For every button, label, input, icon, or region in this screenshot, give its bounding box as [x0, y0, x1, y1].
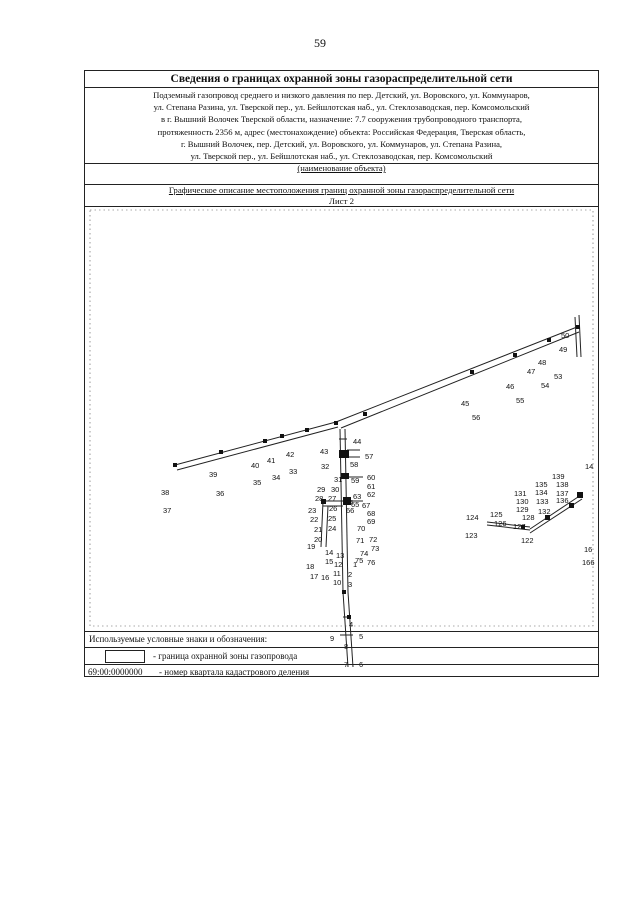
point-label: 131 — [514, 489, 527, 498]
point-label: 12 — [334, 560, 343, 569]
point-label: 70 — [357, 524, 366, 533]
point-label: 130 — [516, 497, 529, 506]
point-label: 74 — [360, 549, 369, 558]
point-label: 139 — [552, 472, 565, 481]
legend-row-cadastral — [85, 664, 598, 679]
point-label: 33 — [289, 467, 298, 476]
point-label: 76 — [367, 558, 376, 567]
point-label: 64 — [345, 498, 354, 507]
point-label: 136 — [556, 496, 569, 505]
point-label: 123 — [465, 531, 478, 540]
point-label: 138 — [556, 480, 569, 489]
page-number: 59 — [314, 36, 326, 50]
point-label: 25 — [328, 514, 337, 523]
vertex-markers — [173, 325, 583, 619]
point-label: 137 — [556, 489, 569, 498]
point-label: 1 — [353, 560, 358, 569]
point-label: 8 — [344, 642, 349, 651]
point-label: 34 — [272, 473, 281, 482]
point-label: 41 — [267, 456, 276, 465]
description-line: в г. Вышний Волочек Тверской области, назначение: 7.7 сооружения трубопроводного транспорта, — [160, 114, 523, 125]
point-label: 21 — [314, 525, 323, 534]
point-label: 14 — [585, 462, 594, 471]
point-label: 128 — [522, 513, 535, 522]
point-label: 10 — [333, 578, 342, 587]
point-label: 31 — [334, 475, 343, 484]
point-label: 36 — [216, 489, 225, 498]
point-label: 73 — [371, 544, 380, 553]
point-label: 127 — [513, 522, 526, 531]
point-label: 62 — [367, 490, 376, 499]
point-label: 35 — [253, 478, 262, 487]
point-label: 44 — [353, 437, 362, 446]
point-label: 132 — [538, 507, 551, 516]
point-label: 4 — [349, 620, 354, 629]
point-label: 17 — [310, 572, 319, 581]
point-label: 27 — [328, 494, 337, 503]
point-label: 69 — [367, 517, 376, 526]
point-label: 9 — [330, 634, 335, 643]
description-line: протяженность 2356 м, адрес (местонахождение) объекта: Российская Федерация, Тверская область, — [157, 126, 526, 137]
legend-row-boundary — [85, 647, 598, 665]
point-label: 122 — [521, 536, 534, 545]
point-label: 2 — [348, 570, 353, 579]
point-label: 6 — [359, 660, 364, 669]
point-label: 57 — [365, 452, 374, 461]
point-label: 16 — [584, 545, 593, 554]
point-label: 19 — [307, 542, 316, 551]
object-description — [85, 88, 598, 164]
description-line: ул. Степана Разина, ул. Тверской пер., ул. Бейшлотская наб., ул. Стеклозаводская, пер. Комсомольский — [153, 102, 530, 113]
point-label: 22 — [310, 515, 319, 524]
point-label: 14 — [325, 548, 334, 557]
point-label: 16 — [321, 573, 330, 582]
point-label: 63 — [353, 492, 362, 501]
point-label: 61 — [367, 482, 376, 491]
point-label: 135 — [535, 480, 548, 489]
point-label: 45 — [461, 399, 470, 408]
point-label: 24 — [328, 524, 337, 533]
point-label: 32 — [321, 462, 330, 471]
point-label: 18 — [306, 562, 315, 571]
point-label: 59 — [351, 476, 360, 485]
legend-cadastral-text: - номер квартала кадастрового деления — [159, 667, 310, 677]
point-label: 20 — [314, 535, 323, 544]
point-label: 72 — [369, 535, 378, 544]
point-label: 126 — [494, 519, 507, 528]
point-label: 55 — [516, 396, 525, 405]
graphic-header — [85, 185, 598, 207]
point-label: 75 — [355, 556, 364, 565]
point-label: 48 — [538, 358, 547, 367]
cadastral-code: 69:00:0000000 — [88, 667, 143, 677]
point-label: 125 — [490, 510, 503, 519]
description-line: Подземный газопровод среднего и низкого давления по пер. Детский, ул. Воровского, ул. Коммунаров, — [153, 90, 530, 100]
point-label: 67 — [362, 501, 371, 510]
point-label: 65 — [351, 500, 360, 509]
point-label: 47 — [527, 367, 536, 376]
document-frame — [84, 70, 599, 677]
point-label: 43 — [320, 447, 329, 456]
point-label: 23 — [308, 506, 317, 515]
point-label: 42 — [286, 450, 295, 459]
description-line: ул. Тверской пер., ул. Бейшлотская наб., ул. Стеклозаводская, пер. Комсомольский — [190, 151, 493, 162]
point-label: 7 — [344, 660, 349, 669]
point-label: 3 — [348, 580, 353, 589]
point-label: 15 — [325, 557, 334, 566]
point-label: 49 — [559, 345, 568, 354]
legend — [85, 631, 598, 676]
point-label: 124 — [466, 513, 479, 522]
point-label: 166 — [582, 558, 595, 567]
point-label: 58 — [350, 460, 359, 469]
point-label: 11 — [333, 569, 341, 578]
legend-boundary-text: - граница охранной зоны газопровода — [153, 651, 298, 661]
point-label: 66 — [346, 506, 355, 515]
point-label: 37 — [163, 506, 172, 515]
point-label: 28 — [315, 494, 324, 503]
point-label: 29 — [317, 485, 326, 494]
point-label: 53 — [554, 372, 563, 381]
point-label: 39 — [209, 470, 218, 479]
legend-title: Используемые условные знаки и обозначения: — [89, 634, 268, 644]
point-label: 50 — [561, 331, 570, 340]
point-label: 68 — [367, 509, 376, 518]
point-label: 30 — [331, 485, 340, 494]
point-label: 26 — [329, 504, 338, 513]
point-label: 60 — [367, 473, 376, 482]
point-label: 38 — [161, 488, 170, 497]
point-label: 71 — [356, 536, 365, 545]
point-label: 40 — [251, 461, 260, 470]
point-label: 13 — [336, 551, 345, 560]
description-line: г. Вышний Волочек, пер. Детский, ул. Воровского, ул. Коммунаров, ул. Степана Разина, — [180, 138, 503, 149]
point-label: 5 — [359, 632, 364, 641]
point-label: 54 — [541, 381, 550, 390]
point-label: 46 — [506, 382, 515, 391]
point-label: 134 — [535, 488, 548, 497]
object-name-label: (наименование объекта) — [297, 163, 386, 173]
sheet-label: Лист 2 — [328, 195, 355, 206]
point-labels — [161, 331, 595, 669]
point-label: 56 — [472, 413, 481, 422]
object-name-caption — [85, 164, 598, 185]
document-title: Сведения о границах охранной зоны газораспределительной сети — [85, 71, 598, 88]
point-label: 133 — [536, 497, 549, 506]
point-label: 129 — [516, 505, 529, 514]
boundary-swatch — [105, 650, 145, 663]
graphic-title: Графическое описание местоположения границ охранной зоны газораспределительной сети — [168, 185, 515, 195]
